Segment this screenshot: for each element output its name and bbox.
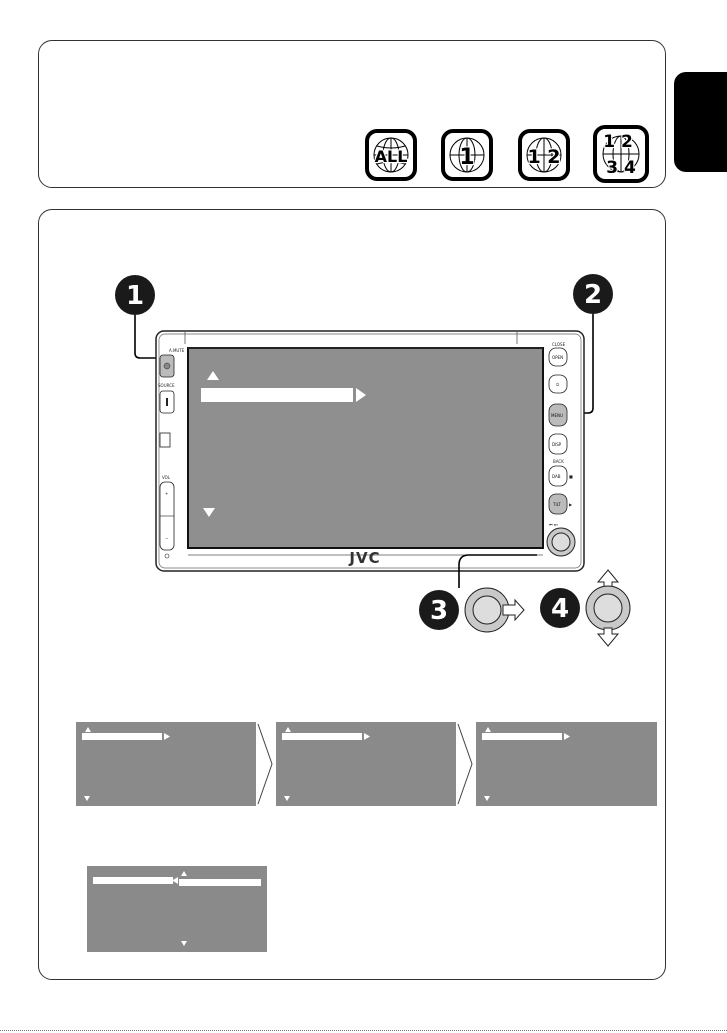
region-all-icon [365, 129, 417, 181]
svg-text:SOURCE: SOURCE [158, 383, 175, 388]
region-1-2-label: 1 2 [527, 146, 561, 168]
next-step-chevron-1 [256, 722, 276, 806]
submenu-screen [87, 866, 267, 952]
svg-text:⏮ ⏭: ⏮ ⏭ [549, 522, 558, 527]
svg-text:MENU: MENU [551, 413, 563, 418]
region-1-icon [441, 129, 493, 181]
svg-text:A.MUTE: A.MUTE [169, 348, 185, 353]
svg-text:DISP: DISP [552, 442, 562, 447]
region-1-2-icon [518, 129, 570, 181]
region-1-label: 1 [459, 145, 475, 170]
svg-text:OPEN: OPEN [552, 355, 564, 360]
svg-text:3: 3 [429, 596, 449, 626]
dial-push-right-icon [465, 588, 524, 632]
svg-text:+: + [165, 491, 169, 496]
dial-up-down-icon [586, 570, 630, 646]
svg-text:■: ■ [569, 474, 573, 479]
region-1-2-3-4-icon [593, 125, 649, 183]
svg-text:CLOSE: CLOSE [552, 342, 566, 347]
menu-screen-3 [476, 722, 657, 806]
region-code-panel [38, 40, 666, 188]
page-bottom-rule [0, 1030, 727, 1031]
svg-text:1: 1 [125, 281, 145, 311]
svg-text:▶: ▶ [569, 502, 573, 507]
svg-text:BACK: BACK [553, 459, 564, 464]
next-step-chevron-2 [456, 722, 476, 806]
menu-screen-1 [76, 722, 256, 806]
svg-text:−: − [165, 536, 169, 541]
region-all-label: ALL [374, 147, 408, 166]
step-4-badge [540, 568, 650, 648]
svg-text:⏻: ⏻ [556, 382, 560, 387]
svg-text:DAB: DAB [552, 474, 561, 479]
menu-screen-2 [276, 722, 456, 806]
language-tab [674, 72, 727, 172]
svg-text:TILT: TILT [553, 502, 561, 507]
svg-text:VOL: VOL [162, 475, 171, 480]
svg-text:2: 2 [583, 280, 603, 310]
aux-jack-cover [160, 433, 170, 447]
svg-text:4: 4 [550, 594, 570, 624]
region-1-2-3-4-label: 1 2 3 4 [603, 132, 636, 178]
brand-logo: JVC [349, 549, 381, 567]
